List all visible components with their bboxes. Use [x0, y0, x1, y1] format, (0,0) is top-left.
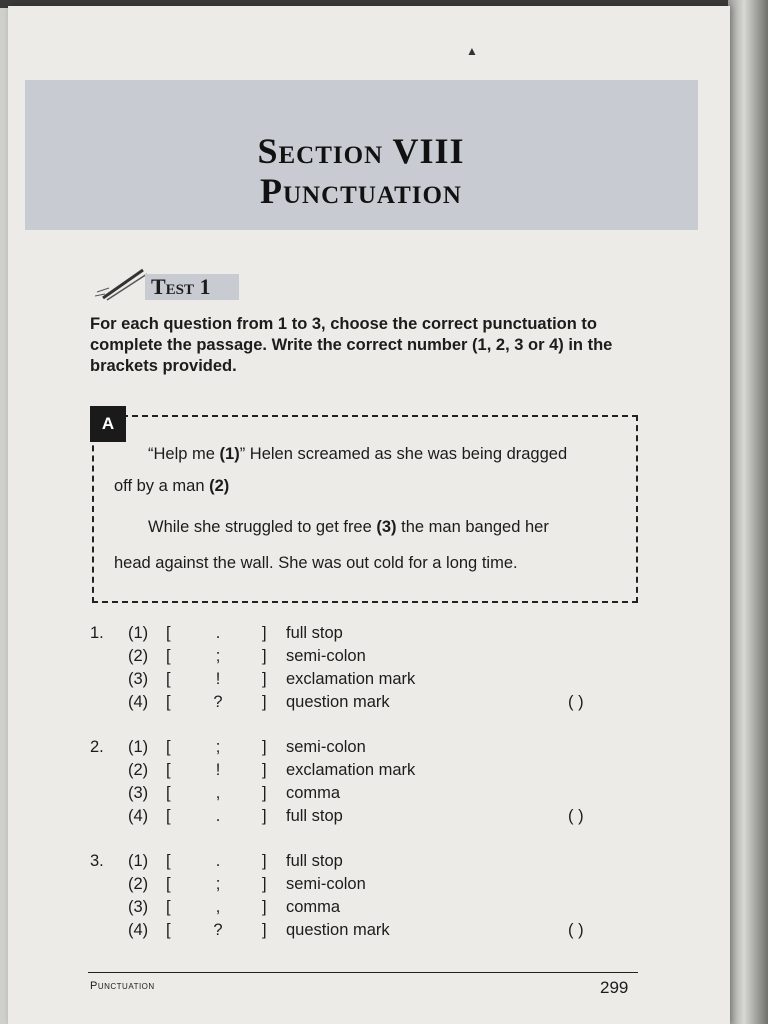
option-number: (3)	[128, 670, 149, 688]
option-row: (2) [ ; ] semi-colon	[128, 647, 366, 665]
option-symbol: .	[215, 624, 221, 642]
option-symbol: ;	[215, 738, 221, 756]
option-number: (4)	[128, 921, 149, 939]
option-number: (3)	[128, 784, 149, 802]
option-name: semi-colon	[286, 875, 366, 893]
question-3	[90, 852, 650, 966]
option-name: full stop	[286, 807, 343, 825]
blank-3-marker: (3)	[376, 518, 397, 536]
option-name: full stop	[286, 624, 343, 642]
question-1	[90, 624, 650, 738]
test-label: Test 1	[145, 274, 239, 300]
book-spine	[728, 0, 768, 1024]
blank-1-marker: (1)	[219, 445, 240, 463]
question-number: 3.	[90, 852, 104, 870]
option-name: comma	[286, 898, 341, 916]
option-name: semi-colon	[286, 647, 366, 665]
option-number: (1)	[128, 852, 149, 870]
question-list	[90, 624, 650, 966]
footer-section-name: Punctuation	[90, 980, 155, 992]
option-number: (4)	[128, 693, 149, 711]
test-badge	[95, 266, 235, 302]
option-name: question mark	[286, 921, 390, 939]
passage-tag: A	[90, 406, 126, 442]
question-number: 2.	[90, 738, 104, 756]
option-row: (2) [ ! ] exclamation mark	[128, 761, 416, 779]
option-row: (4) [ . ] full stop ( )	[128, 807, 584, 825]
option-number: (4)	[128, 807, 149, 825]
option-row: (4) [ ? ] question mark ( )	[128, 693, 584, 711]
option-name: full stop	[286, 852, 343, 870]
passage-box	[92, 415, 638, 603]
answer-bracket[interactable]: ( )	[568, 693, 584, 711]
option-name: semi-colon	[286, 738, 366, 756]
printer-mark-icon: ▲	[466, 44, 478, 58]
option-row: (3) [ ! ] exclamation mark	[128, 670, 416, 688]
question-2	[90, 738, 650, 852]
answer-bracket[interactable]: ( )	[568, 807, 584, 825]
passage-line-4: head against the wall. She was out cold for a long time.	[114, 554, 518, 572]
option-row: (3) [ , ] comma	[128, 784, 341, 802]
option-symbol: ,	[215, 784, 221, 802]
passage-line-2	[114, 477, 229, 496]
instructions-text: For each question from 1 to 3, choose the correct punctuation to complete the passage. Write the correct number (1, 2, 3 or 4) in the brackets provided.	[90, 315, 613, 375]
option-symbol: ?	[213, 921, 223, 939]
option-symbol: !	[215, 761, 221, 779]
option-name: question mark	[286, 693, 390, 711]
option-row: 1. (1) [ . ] full stop	[90, 624, 343, 642]
option-name: comma	[286, 784, 341, 802]
option-symbol: ?	[213, 693, 223, 711]
question-number: 1.	[90, 624, 104, 642]
passage-line-1	[148, 445, 567, 464]
footer-rule	[88, 972, 638, 973]
option-name: exclamation mark	[286, 670, 416, 688]
passage-line-2-a: off by a man	[114, 477, 210, 495]
option-symbol: ;	[215, 875, 221, 893]
passage-line-1-c: ” Helen screamed as she was being dragged	[239, 445, 568, 463]
option-symbol: ,	[215, 898, 221, 916]
option-symbol: .	[215, 807, 221, 825]
section-title: Section VIII	[257, 131, 465, 171]
option-row: (2) [ ; ] semi-colon	[128, 875, 366, 893]
option-number: (1)	[128, 624, 149, 642]
option-number: (1)	[128, 738, 149, 756]
option-symbol: .	[215, 852, 221, 870]
passage-line-3	[148, 518, 549, 537]
option-row: 2. (1) [ ; ] semi-colon	[90, 738, 366, 756]
option-row: 3. (1) [ . ] full stop	[90, 852, 343, 870]
option-number: (3)	[128, 898, 149, 916]
section-subtitle: Punctuation	[260, 171, 462, 211]
option-name: exclamation mark	[286, 761, 416, 779]
option-number: (2)	[128, 647, 149, 665]
option-number: (2)	[128, 761, 149, 779]
option-number: (2)	[128, 875, 149, 893]
answer-bracket[interactable]: ( )	[568, 921, 584, 939]
option-row: (3) [ , ] comma	[128, 898, 341, 916]
passage-line-3-a: While she struggled to get free	[148, 518, 377, 536]
page-number: 299	[600, 978, 629, 997]
passage-line-3-c: the man banged her	[396, 518, 549, 536]
option-symbol: ;	[215, 647, 221, 665]
option-row: (4) [ ? ] question mark ( )	[128, 921, 584, 939]
passage-line-1-a: “Help me	[148, 445, 220, 463]
blank-2-marker: (2)	[209, 477, 230, 495]
option-symbol: !	[215, 670, 221, 688]
